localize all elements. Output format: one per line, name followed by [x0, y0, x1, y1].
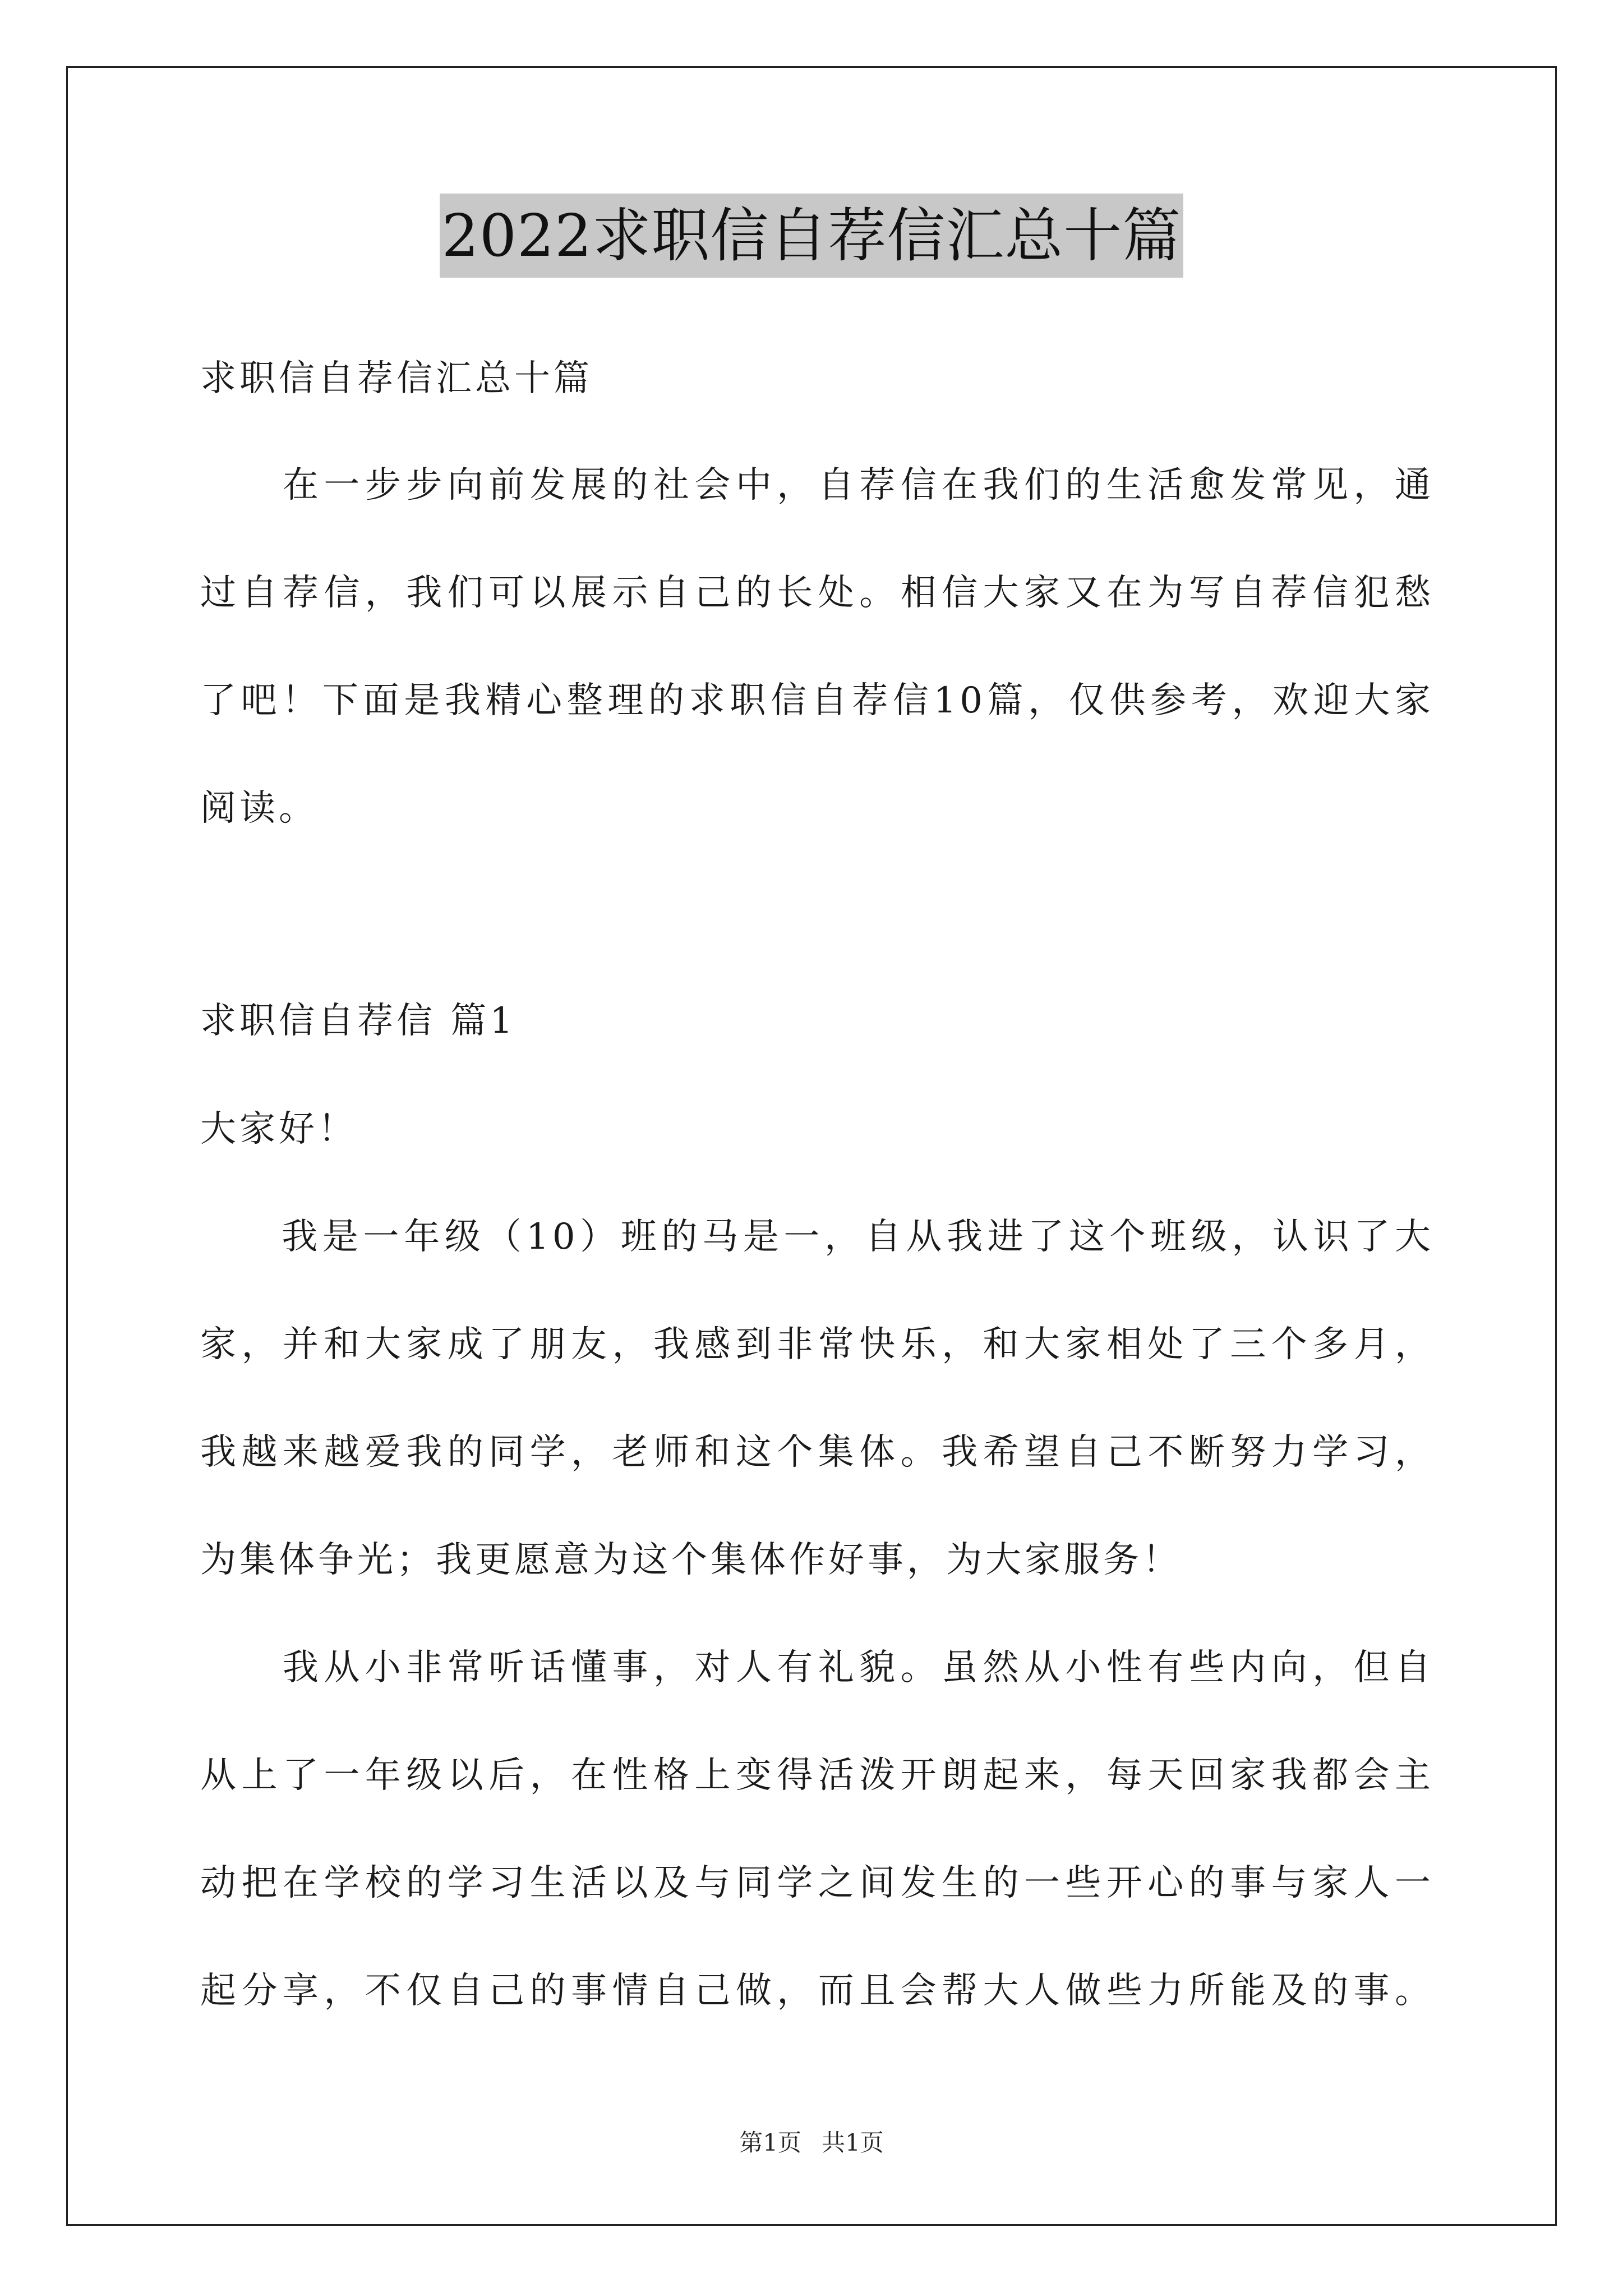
page-footer	[0, 2126, 1623, 2160]
paragraph-line: 从上了一年级以后，在性格上变得活泼开朗起来，每天回家我都会主	[200, 1755, 1434, 1796]
greeting: 大家好！	[200, 1108, 357, 1150]
paragraph-line: 我是一年级（10）班的马是一，自从我进了这个班级，认识了大	[200, 1216, 1434, 1258]
paragraph-line: 我越来越爱我的同学，老师和这个集体。我希望自己不断努力学习，	[200, 1432, 1434, 1473]
paragraph-line: 家，并和大家成了朋友，我感到非常快乐，和大家相处了三个多月，	[200, 1324, 1434, 1365]
page-total: 共1页	[822, 2129, 884, 2156]
title-block	[0, 194, 1623, 278]
subtitle: 求职信自荐信汇总十篇	[200, 358, 593, 399]
intro-line: 在一步步向前发展的社会中，自荐信在我们的生活愈发常见，通	[200, 464, 1434, 506]
paragraph-line: 起分享，不仅自己的事情自己做，而且会帮大人做些力所能及的事。	[200, 1970, 1434, 2012]
intro-line: 了吧！下面是我精心整理的求职信自荐信10篇，仅供参考，欢迎大家	[200, 680, 1434, 721]
section-heading: 求职信自荐信 篇1	[200, 1000, 517, 1042]
intro-line: 阅读。	[200, 788, 318, 829]
intro-line: 过自荐信，我们可以展示自己的长处。相信大家又在为写自荐信犯愁	[200, 572, 1434, 614]
document-title: 2022求职信自荐信汇总十篇	[440, 194, 1184, 278]
paragraph-line: 我从小非常听话懂事，对人有礼貌。虽然从小性有些内向，但自	[200, 1647, 1434, 1688]
page-number: 第1页	[739, 2129, 801, 2156]
paragraph-line: 为集体争光；我更愿意为这个集体作好事，为大家服务！	[200, 1539, 1182, 1581]
paragraph-line: 动把在学校的学习生活以及与同学之间发生的一些开心的事与家人一	[200, 1862, 1434, 1904]
